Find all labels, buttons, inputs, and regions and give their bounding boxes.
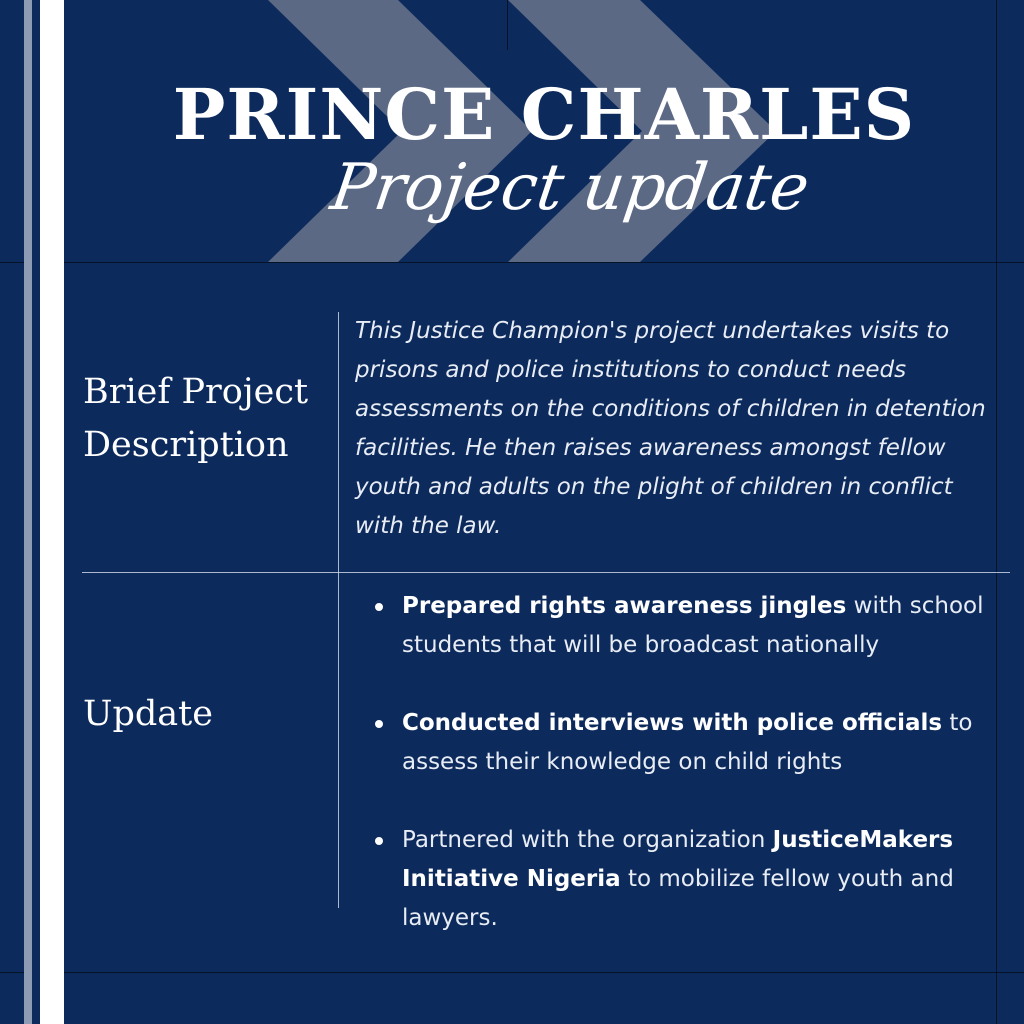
list-item [355,587,995,665]
update-text: with school students that will be broadcast nationally [402,593,984,658]
row-label-description: Brief Project Description [83,372,309,465]
update-text: to mobilize fellow youth and lawyers. [402,866,954,931]
left-accent-bar-thin [24,0,32,1024]
guide-line [0,972,24,973]
row-label-update: Update [83,694,213,734]
table-divider-vertical [338,312,339,908]
update-highlight: Conducted interviews with police officials [402,710,943,736]
bullet-icon [375,603,383,611]
list-item [355,821,995,938]
left-accent-bar-thick [40,0,64,1024]
page-title: PRINCE CHARLES [172,73,916,156]
page-subtitle: Project update [326,151,814,225]
update-list [355,587,995,938]
update-text: to assess their knowledge on child rights [402,710,973,775]
list-item [355,704,995,782]
guide-line [64,262,1024,263]
table-divider-horizontal [82,572,1010,573]
guide-line [507,0,508,50]
bullet-icon [375,837,383,845]
bullet-icon [375,720,383,728]
update-text: Partnered with the organization [402,827,773,853]
update-highlight: Prepared rights awareness jingles [402,593,847,619]
guide-line [0,262,24,263]
project-description-text: This Justice Champion's project undertakes visits to prisons and police institutions to conduct needs assessments on the conditions of children in detention facilities. He then raises awareness amongst fellow youth and adults on the plight of children in conflict with the law. [355,318,986,539]
guide-line [64,972,1024,973]
organization-name: JusticeMakers Initiative Nigeria [402,827,954,892]
guide-line [996,0,997,1024]
